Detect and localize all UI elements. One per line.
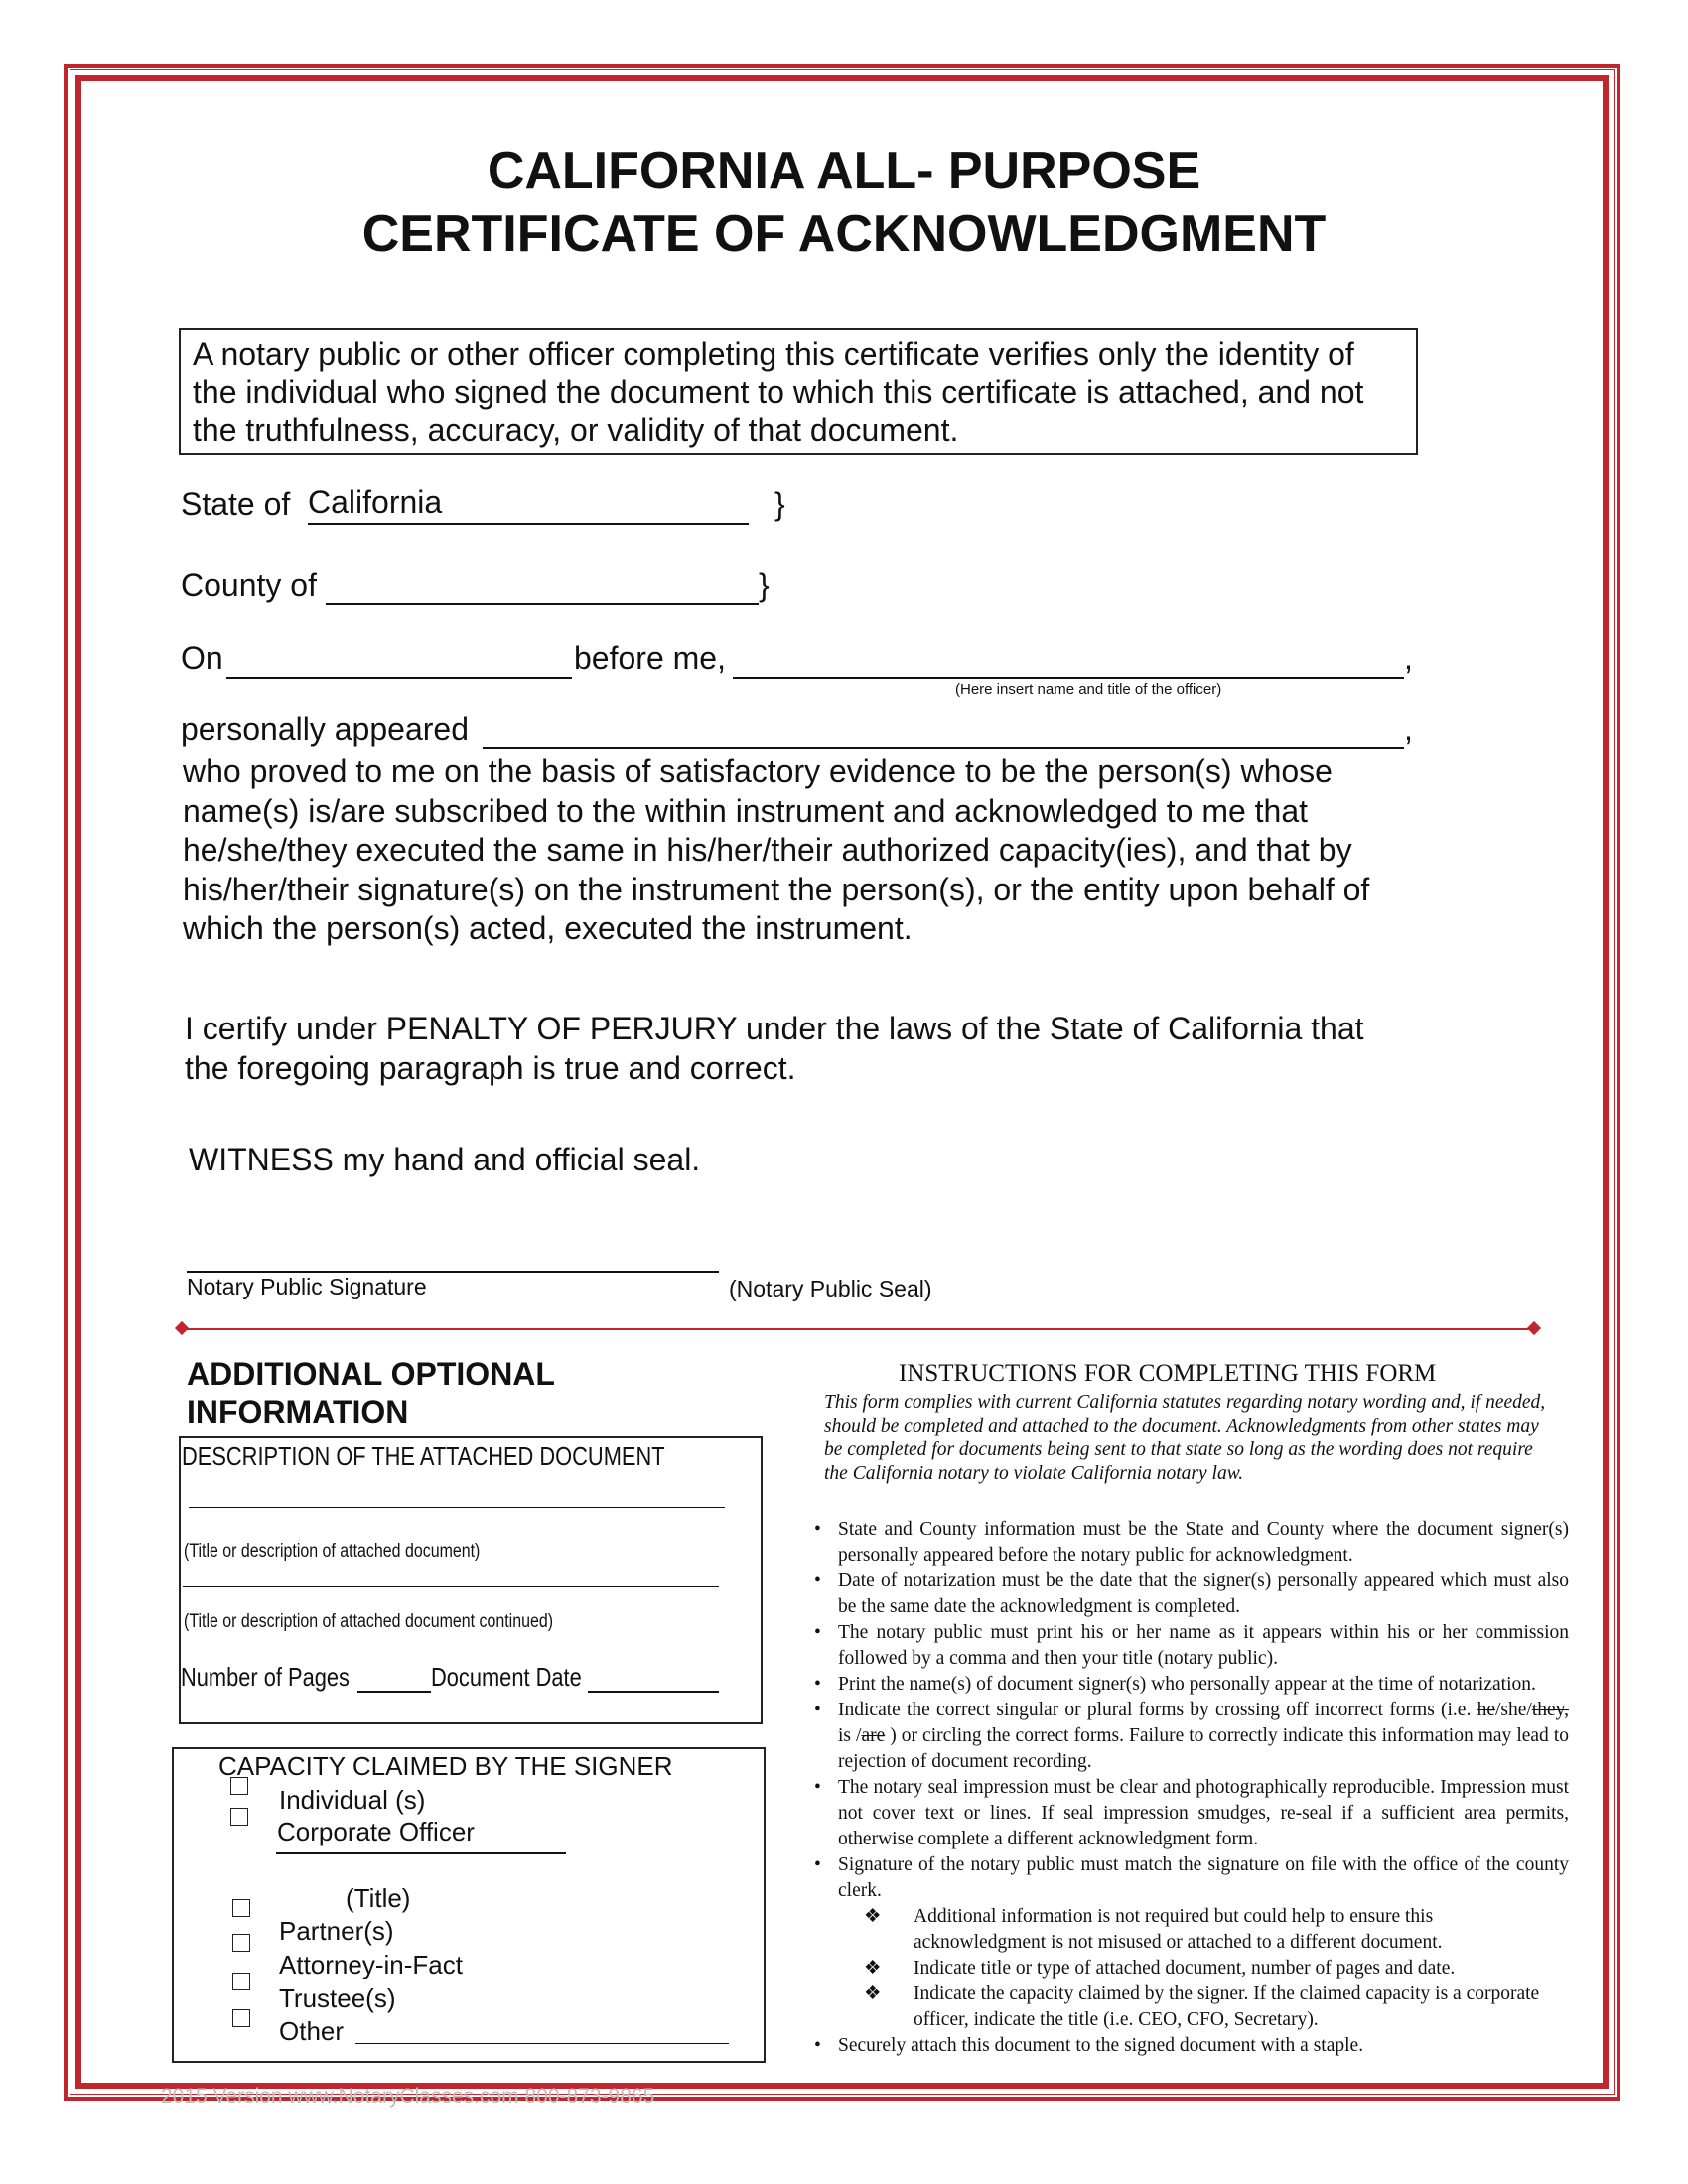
- instruction-item: [814, 1517, 1569, 1569]
- notary-disclaimer-box: A notary public or other officer completing this certificate verifies only the identity of the individual who signed the document to which this certificate is attached, and not the truthfulness, accuracy, or validity of that document.: [179, 328, 1418, 455]
- she-text: /she/: [1494, 1700, 1532, 1720]
- instruction-subitem: [814, 1981, 1569, 2033]
- state-brace: }: [774, 486, 785, 522]
- county-brace: }: [759, 567, 770, 603]
- instructions-intro: This form complies with current California statutes regarding notary wording and, if needed, should be completed and attached to the document. Acknowledgments from other states may be completed for documents being sent to that state so long as the wording does not require the California notary to violate California notary law.: [824, 1392, 1546, 1484]
- form-title-line2: CERTIFICATE OF ACKNOWLEDGMENT: [361, 205, 1327, 263]
- bullet-icon: •: [814, 1777, 821, 1798]
- partner-label: Partner(s): [279, 1916, 394, 1946]
- instruction-subitem: [814, 1904, 1569, 1956]
- county-label: County of: [181, 567, 317, 603]
- version-footer: 2015 Version www.NotaryClasses.com 800-873-9865: [161, 2085, 655, 2108]
- other-capacity-field[interactable]: [355, 2043, 729, 2044]
- form-title-line1: CALIFORNIA ALL- PURPOSE: [487, 142, 1201, 200]
- officer-title-hint: (Title): [346, 1883, 411, 1913]
- bullet-icon: •: [814, 1854, 821, 1875]
- instruction-item: [814, 1569, 1569, 1620]
- other-checkbox[interactable]: [232, 2009, 250, 2027]
- county-underline: [326, 603, 759, 605]
- acknowledgment-paragraph: who proved to me on the basis of satisfactory evidence to be the person(s) whose name(s) is/are subscribed to the within instrument and acknowledged to me that he/she/they executed the same in his/her/their authorized capacity(ies), and that by his/her/their signature(s) on the instrument the person(s), or the entity upon behalf of which the person(s) acted, executed the instrument.: [183, 753, 1370, 946]
- partner-checkbox[interactable]: [232, 1899, 250, 1917]
- trustee-label: Trustee(s): [279, 1983, 396, 2013]
- capacity-box: [172, 1747, 766, 2063]
- attorney-in-fact-label: Attorney-in-Fact: [279, 1950, 463, 1979]
- instruction-text-officer-name: The notary public must print his or her name as it appears within his or her commission followed by a comma and then your title (notary public).: [838, 1622, 1569, 1669]
- instructions-heading: INSTRUCTIONS FOR COMPLETING THIS FORM: [899, 1360, 1437, 1387]
- instruction-item: [814, 2033, 1569, 2059]
- bullet-icon: •: [814, 1674, 821, 1695]
- other-label: Other: [279, 2016, 345, 2046]
- officer-hint: (Here insert name and title of the officer): [955, 681, 1222, 698]
- document-title-line[interactable]: [189, 1507, 725, 1508]
- on-label: On: [181, 640, 223, 676]
- instruction-text-signature: Signature of the notary public must match the signature on file with the office of the county clerk.: [838, 1854, 1569, 1901]
- document-title-continued-line[interactable]: [183, 1586, 719, 1587]
- officer-underline: [733, 677, 1404, 679]
- signer-comma: ,: [1404, 711, 1413, 747]
- bullet-icon: •: [814, 1622, 821, 1643]
- document-date-field[interactable]: [588, 1691, 719, 1693]
- signature-line: [187, 1271, 719, 1273]
- before-me-label: before me,: [574, 640, 726, 676]
- state-field[interactable]: California: [308, 484, 443, 520]
- section-divider: [181, 1328, 1533, 1330]
- document-title-continued-hint: (Title or description of attached document continued): [184, 1611, 554, 1632]
- signer-underline: [483, 747, 1404, 749]
- instruction-text-attach: Securely attach this document to the signed document with a staple.: [838, 2035, 1364, 2056]
- number-of-pages-label: Number of Pages: [181, 1662, 350, 1692]
- capacity-heading: CAPACITY CLAIMED BY THE SIGNER: [218, 1751, 673, 1781]
- instruction-text-signer-names: Print the name(s) of document signer(s) who personally appear at the time of notarization.: [838, 1674, 1536, 1695]
- attorney-in-fact-checkbox[interactable]: [232, 1934, 250, 1952]
- personally-appeared-label: personally appeared: [181, 711, 469, 747]
- struck-they: they,: [1531, 1700, 1569, 1720]
- bullet-icon: •: [814, 1570, 821, 1591]
- instruction-text-venue: State and County information must be the State and County where the document signer(s) personally appeared before the notary public for acknowledgment.: [838, 1519, 1569, 1566]
- bullet-icon: •: [814, 1519, 821, 1540]
- diamond-bullet-icon: ❖: [864, 1983, 882, 2004]
- instruction-subitem: [814, 1956, 1569, 1981]
- corporate-officer-checkbox[interactable]: [230, 1808, 248, 1826]
- instruction-item: [814, 1775, 1569, 1852]
- instruction-subtext-document: Indicate title or type of attached document, number of pages and date.: [914, 1958, 1456, 1979]
- instruction-text-plural-forms-cont: ) or circling the correct forms. Failure to correctly indicate this information may lead to rejection of document recording.: [838, 1725, 1569, 1772]
- notary-signature-label: Notary Public Signature: [187, 1274, 427, 1299]
- optional-heading-line2: INFORMATION: [187, 1394, 409, 1430]
- perjury-line1: I certify under PENALTY OF PERJURY under the laws of the State of California that: [185, 1011, 1364, 1046]
- instruction-item: [814, 1698, 1569, 1775]
- individual-label: Individual (s): [279, 1785, 426, 1815]
- state-underline: [308, 523, 749, 525]
- perjury-line2: the foregoing paragraph is true and correct.: [185, 1050, 796, 1086]
- instruction-subtext-optional: Additional information is not required but could help to ensure this acknowledgment is not misused or attached to a different document.: [914, 1906, 1443, 1953]
- instruction-text-seal: The notary seal impression must be clear and photographically reproducible. Impression must not cover text or lines. If seal impression smudges, re-seal if a sufficient area permits, otherwise complete a different acknowledgment form.: [838, 1777, 1569, 1849]
- instruction-item: [814, 1672, 1569, 1698]
- instruction-text-plural-forms: Indicate the correct singular or plural forms by crossing off incorrect forms (i.e.: [838, 1700, 1472, 1720]
- struck-he: he: [1477, 1700, 1495, 1720]
- struck-are: are: [861, 1725, 886, 1746]
- witness-statement: WITNESS my hand and official seal.: [189, 1142, 701, 1177]
- state-label: State of: [181, 486, 291, 522]
- number-of-pages-field[interactable]: [357, 1691, 431, 1693]
- optional-heading-line1: ADDITIONAL OPTIONAL: [187, 1356, 555, 1392]
- bullet-icon: •: [814, 1700, 821, 1720]
- instructions-list: [814, 1517, 1569, 2059]
- document-date-label: Document Date: [431, 1662, 582, 1692]
- document-title-hint: (Title or description of attached document): [184, 1541, 481, 1562]
- corporate-officer-title-field[interactable]: [276, 1852, 566, 1854]
- bullet-icon: •: [814, 2035, 821, 2056]
- attached-document-heading: DESCRIPTION OF THE ATTACHED DOCUMENT: [182, 1441, 665, 1471]
- notary-seal-label: (Notary Public Seal): [729, 1276, 932, 1301]
- is-text: is /: [838, 1725, 862, 1746]
- instruction-subtext-capacity: Indicate the capacity claimed by the signer. If the claimed capacity is a corporate officer, indicate the title (i.e. CEO, CFO, Secretary).: [914, 1983, 1540, 2030]
- diamond-bullet-icon: ❖: [864, 1906, 882, 1927]
- individual-checkbox[interactable]: [230, 1777, 248, 1795]
- trustee-checkbox[interactable]: [232, 1973, 250, 1990]
- diamond-bullet-icon: ❖: [864, 1958, 882, 1979]
- officer-comma: ,: [1404, 640, 1413, 676]
- date-underline: [226, 677, 572, 679]
- corporate-officer-label: Corporate Officer: [277, 1817, 475, 1846]
- instruction-item: [814, 1620, 1569, 1672]
- instruction-item: [814, 1852, 1569, 1904]
- instruction-text-date: Date of notarization must be the date that the signer(s) personally appeared which must also be the same date the acknowledgment is completed.: [838, 1570, 1569, 1617]
